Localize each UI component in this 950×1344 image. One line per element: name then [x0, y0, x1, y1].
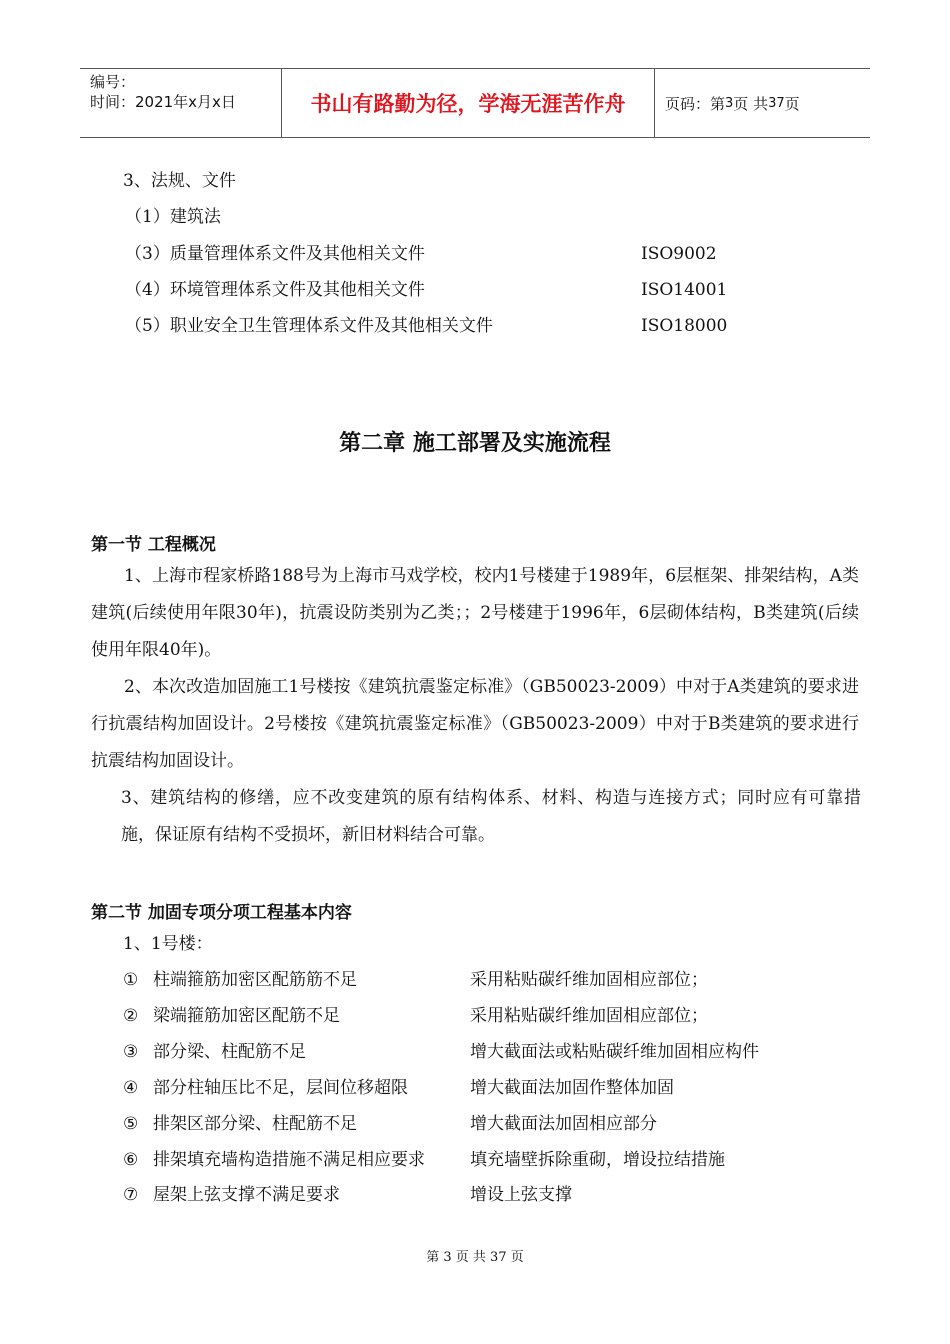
regulation-item-2: （3）质量管理体系文件及其他相关文件: [125, 244, 425, 264]
item-method-3: 增大截面法或粘贴碳纤维加固相应构件: [470, 1042, 759, 1062]
regulation-code-2: ISO9002: [641, 244, 717, 264]
header-page-prefix: 页码：第: [665, 94, 726, 113]
section1-paragraph-1: 1、上海市程家桥路188号为上海市马戏学校，校内1号楼建于1989年，6层框架、排架结构，A类建筑(后续使用年限30年)，抗震设防类别为乙类；；2号楼建于1996年，6层砌体结构，B类建筑(后续使用年限40年)。: [91, 566, 859, 660]
regulation-item-1: （1）建筑法: [125, 207, 221, 227]
item-method-2: 采用粘贴碳纤维加固相应部位；: [470, 1006, 708, 1026]
header-number: 编号：: [90, 73, 136, 91]
item-issue-4: 部分柱轴压比不足，层间位移超限: [153, 1078, 408, 1098]
chapter-title: 第二章 施工部署及实施流程: [339, 431, 611, 456]
item-number-7: ⑦: [123, 1185, 139, 1205]
item-method-1: 采用粘贴碳纤维加固相应部位；: [470, 970, 708, 990]
item-method-7: 增设上弦支撑: [470, 1185, 572, 1205]
item-number-5: ⑤: [123, 1114, 139, 1134]
item-issue-6: 排架填充墙构造措施不满足相应要求: [153, 1150, 425, 1170]
header-page-num: 3: [725, 95, 734, 111]
regulation-item-4: （5）职业安全卫生管理体系文件及其他相关文件: [125, 316, 493, 336]
item-number-2: ②: [123, 1006, 139, 1026]
header-page-info: [655, 69, 870, 137]
item-number-1: ①: [123, 970, 139, 990]
item-issue-3: 部分梁、柱配筋不足: [153, 1042, 306, 1062]
section2-building: 1、1号楼：: [123, 934, 213, 954]
item-issue-5: 排架区部分梁、柱配筋不足: [153, 1114, 357, 1134]
header-page-total: 37: [768, 95, 785, 111]
regulation-code-4: ISO18000: [641, 316, 728, 336]
page-footer: 第 3 页 共 37 页: [426, 1250, 524, 1265]
section1-paragraph-2: 2、本次改造加固施工1号楼按《建筑抗震鉴定标准》（GB50023-2009）中对于A类建筑的要求进行抗震结构加固设计。2号楼按《建筑抗震鉴定标准》（GB50023-2009）中对于B类建筑的要求进行抗震结构加固设计。: [91, 677, 859, 771]
header-page-mid: 页 共: [733, 94, 769, 113]
header-motto: 书山有路勤为径，学海无涯苦作舟: [282, 69, 655, 137]
header-info: [80, 69, 282, 137]
item-issue-1: 柱端箍筋加密区配筋筋不足: [153, 970, 357, 990]
item-method-6: 填充墙壁拆除重砌，增设拉结措施: [470, 1150, 725, 1170]
item-method-5: 增大截面法加固相应部分: [470, 1114, 657, 1134]
page-header: [80, 68, 870, 138]
item-issue-7: 屋架上弦支撑不满足要求: [153, 1185, 340, 1205]
section1-title: 第一节 工程概况: [91, 535, 216, 555]
item-number-3: ③: [123, 1042, 139, 1062]
item-method-4: 增大截面法加固作整体加固: [470, 1078, 674, 1098]
item-number-4: ④: [123, 1078, 139, 1098]
regulation-code-3: ISO14001: [641, 280, 728, 300]
item-number-6: ⑥: [123, 1150, 139, 1170]
regulation-item-3: （4）环境管理体系文件及其他相关文件: [125, 280, 425, 300]
section1-paragraph-3: 3、建筑结构的修缮，应不改变建筑的原有结构体系、材料、构造与连接方式；同时应有可靠措施，保证原有结构不受损坏，新旧材料结合可靠。: [121, 788, 861, 845]
item-issue-2: 梁端箍筋加密区配筋不足: [153, 1006, 340, 1026]
regulations-title: 3、法规、文件: [123, 171, 236, 191]
section2-title: 第二节 加固专项分项工程基本内容: [91, 903, 352, 923]
header-page-suffix: 页: [784, 94, 800, 113]
header-date: 时间：2021年x月x日: [90, 93, 236, 111]
